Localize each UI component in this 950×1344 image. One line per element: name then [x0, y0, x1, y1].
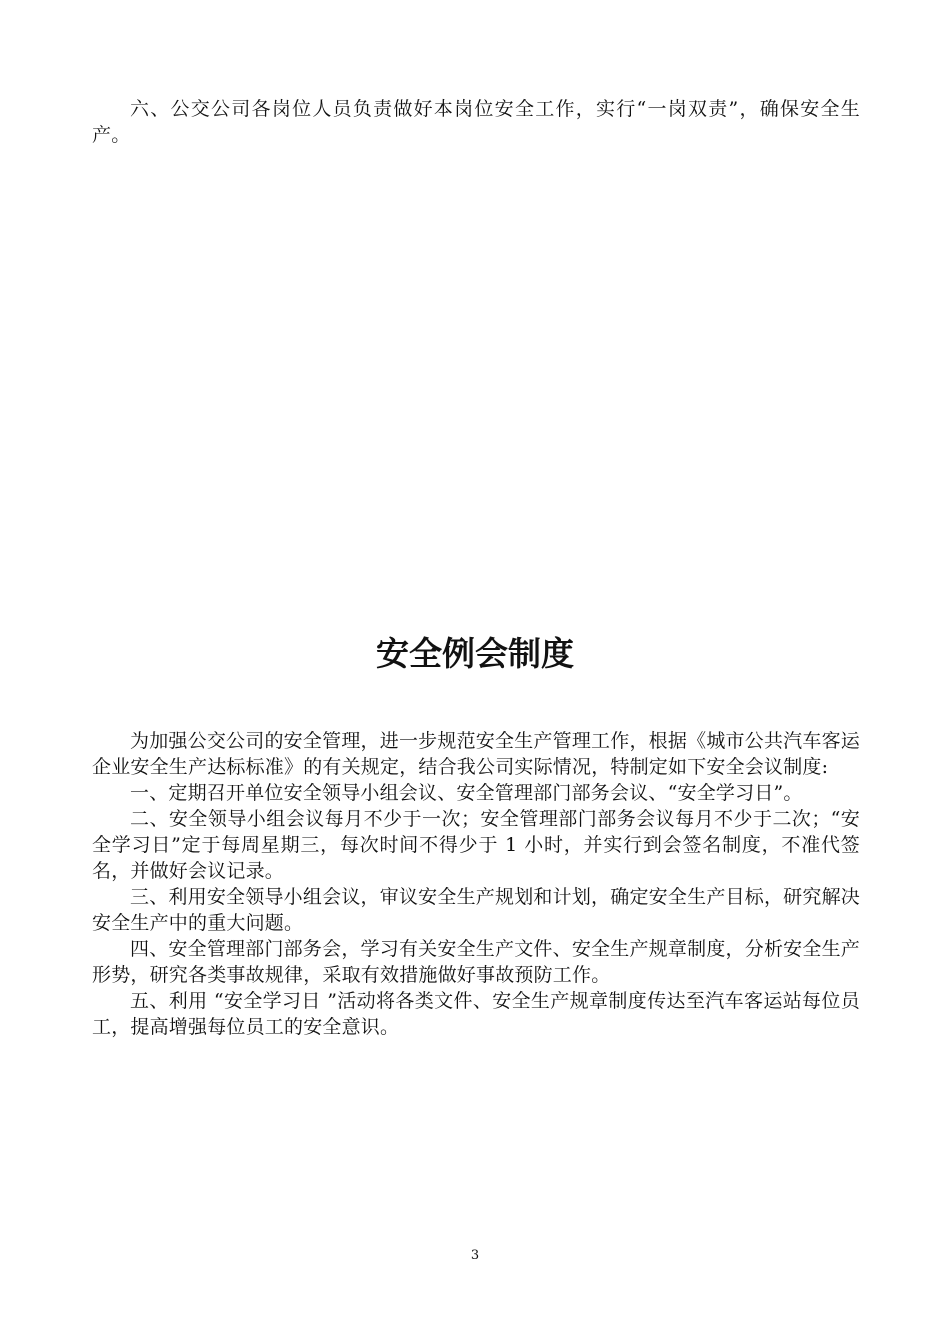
rule-paragraph-5: 五、利用 “安全学习日 ”活动将各类文件、安全生产规章制度传达至汽车客运站每位员工，提高增强每位员工的安全意识。 [92, 990, 860, 1038]
rule-paragraph-3: 三、利用安全领导小组会议，审议安全生产规划和计划，确定安全生产目标，研究解决安全生产中的重大问题。 [92, 886, 860, 934]
section-title: 安全例会制度 [376, 634, 574, 673]
top-paragraph: 六、公交公司各岗位人员负责做好本岗位安全工作，实行“一岗双责”，确保安全生产。 [92, 98, 860, 146]
rule-paragraph-4: 四、安全管理部门部务会，学习有关安全生产文件、安全生产规章制度，分析安全生产形势，研究各类事故规律，采取有效措施做好事故预防工作。 [92, 938, 860, 986]
rule-paragraph-2: 二、安全领导小组会议每月不少于一次；安全管理部门部务会议每月不少于二次；“安全学习日”定于每周星期三，每次时间不得少于 1 小时，并实行到会签名制度，不准代签名，并做好会议记录。 [92, 808, 860, 882]
section-body [92, 728, 860, 1040]
intro-paragraph: 为加强公交公司的安全管理，进一步规范安全生产管理工作，根据《城市公共汽车客运企业安全生产达标标准》的有关规定，结合我公司实际情况，特制定如下安全会议制度: [92, 730, 860, 778]
page-number: 3 [470, 1248, 480, 1263]
rule-paragraph-1: 一、定期召开单位安全领导小组会议、安全管理部门部务会议、“安全学习日”。 [130, 782, 803, 804]
